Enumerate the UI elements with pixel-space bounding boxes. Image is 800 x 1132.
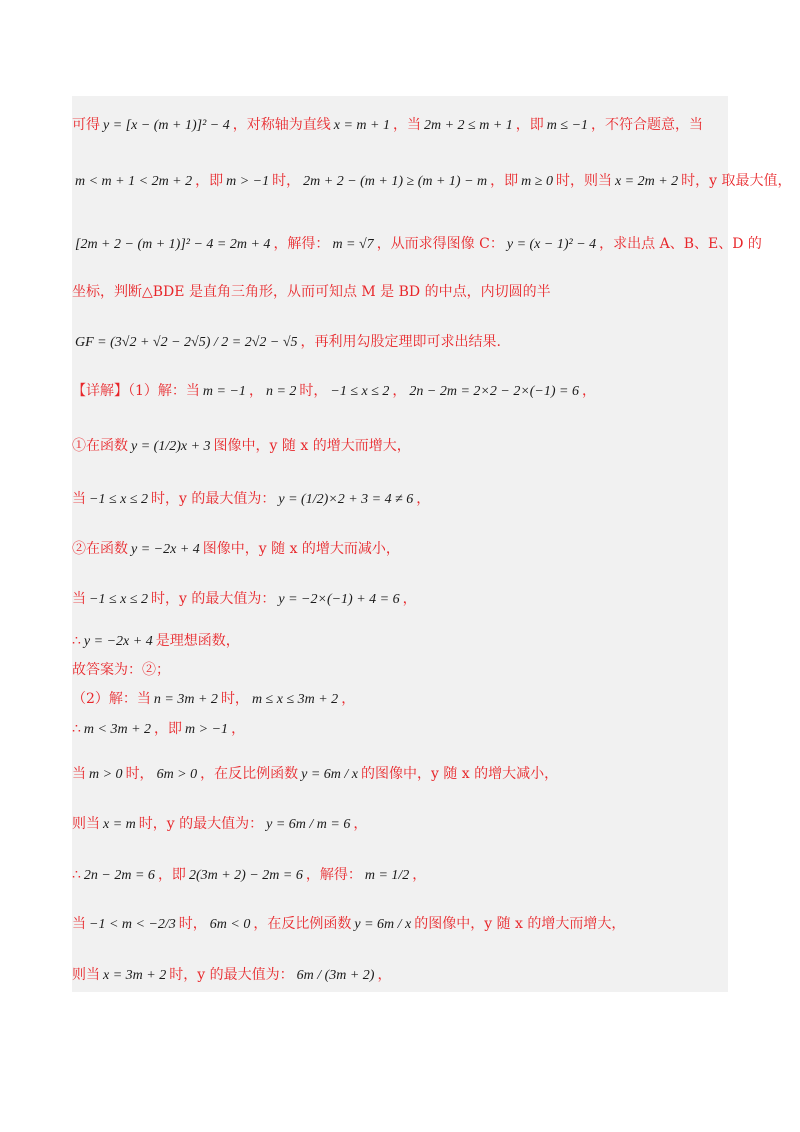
text-run: ∴: [72, 867, 81, 883]
text-run: 时，则当: [555, 173, 612, 189]
math-expression: 6m > 0: [156, 767, 198, 782]
text-run: ，: [231, 721, 246, 737]
text-line: [72, 382, 596, 401]
text-line: [72, 490, 430, 509]
text-run: ，解得：: [273, 236, 330, 252]
text-run: ，即: [515, 117, 544, 133]
math-expression: m ≥ 0: [521, 174, 553, 189]
text-run: 时，: [220, 691, 249, 707]
text-run: 的图像中，y 随 x 的增大而增大，: [414, 916, 626, 932]
math-expression: 2m + 2 − (m + 1) ≥ (m + 1) − m: [303, 174, 488, 189]
math-expression: x = 2m + 2: [614, 174, 679, 189]
text-run: 可得: [72, 117, 100, 133]
math-expression: m > −1: [226, 174, 270, 189]
text-run: ∴: [72, 721, 81, 737]
text-run: （2）解：当: [72, 691, 151, 707]
text-run: ，: [416, 491, 431, 507]
text-line: [72, 437, 411, 456]
math-expression: −1 < m < −2/3: [89, 917, 176, 932]
text-run: 时，y 取最大值，: [681, 173, 792, 189]
math-expression: −1 ≤ x ≤ 2: [89, 492, 149, 507]
text-run: 时，: [125, 766, 154, 782]
text-line: [72, 966, 391, 985]
math-expression: −1 ≤ x ≤ 2: [330, 384, 390, 399]
math-expression: 2n − 2m = 6: [83, 868, 155, 883]
math-expression: m = −1: [202, 384, 246, 399]
text-run: ，: [392, 383, 407, 399]
text-line: [72, 661, 170, 679]
math-expression: y = (1/2)×2 + 3 = 4 ≠ 6: [278, 492, 414, 507]
text-run: 的图像中，y 随 x 的增大减小，: [361, 766, 559, 782]
text-run: ，解得：: [305, 867, 362, 883]
math-expression: m > −1: [185, 722, 229, 737]
text-line: [72, 172, 792, 191]
text-run: ，: [402, 591, 417, 607]
text-line: [72, 116, 703, 135]
math-expression: m ≤ −1: [546, 118, 589, 133]
text-run: ，求出点 A、B、E、D 的: [599, 236, 762, 252]
math-expression: y = (1/2)x + 3: [131, 439, 211, 454]
math-expression: y = [x − (m + 1)]² − 4: [103, 118, 230, 133]
text-run: 则当: [72, 967, 100, 983]
math-expression: y = −2x + 4: [83, 634, 153, 649]
text-run: 【详解】（1）解：当: [72, 383, 200, 399]
math-expression: m = 1/2: [364, 868, 410, 883]
text-run: 是理想函数，: [155, 633, 240, 649]
text-run: 时，y 的最大值为：: [151, 491, 276, 507]
text-line: [72, 866, 426, 885]
text-line: [72, 720, 245, 739]
text-run: ，: [582, 383, 596, 399]
math-expression: 2m + 2 ≤ m + 1: [423, 118, 513, 133]
text-run: ②在函数: [72, 541, 128, 557]
text-run: ，即: [157, 867, 186, 883]
math-expression: x = 3m + 2: [103, 968, 167, 983]
math-expression: m = √7: [332, 237, 374, 252]
text-run: 当: [72, 591, 86, 607]
text-line: [72, 540, 400, 559]
text-run: 时，y 的最大值为：: [151, 591, 276, 607]
text-run: 时，: [299, 383, 328, 399]
text-run: 故答案为：②；: [72, 662, 170, 678]
math-expression: n = 3m + 2: [153, 692, 218, 707]
math-expression: −1 ≤ x ≤ 2: [89, 592, 149, 607]
text-run: ∴: [72, 633, 81, 649]
text-run: ，在反比例函数: [253, 916, 352, 932]
text-run: 则当: [72, 816, 100, 832]
math-expression: x = m: [103, 817, 136, 832]
math-expression: x = m + 1: [333, 118, 390, 133]
text-line: [72, 690, 355, 709]
math-expression: y = 6m / x: [301, 767, 358, 782]
text-run: 当: [72, 766, 86, 782]
math-expression: 2n − 2m = 2×2 − 2×(−1) = 6: [409, 384, 579, 399]
text-run: ①在函数: [72, 438, 128, 454]
text-run: 时，: [178, 916, 207, 932]
text-run: ，再利用勾股定理即可求出结果.: [300, 334, 501, 350]
text-run: ，从而求得图像 C：: [376, 236, 504, 252]
text-run: ，在反比例函数: [200, 766, 299, 782]
text-run: ，: [341, 691, 356, 707]
text-line: [72, 915, 625, 934]
text-line: [72, 235, 762, 254]
text-run: ，即: [154, 721, 183, 737]
math-expression: m > 0: [89, 767, 123, 782]
text-run: ，: [248, 383, 263, 399]
math-expression: 6m / (3m + 2): [296, 968, 375, 983]
math-expression: y = (x − 1)² − 4: [506, 237, 597, 252]
text-run: 当: [72, 916, 86, 932]
math-expression: m ≤ x ≤ 3m + 2: [251, 692, 339, 707]
text-run: ，: [412, 867, 427, 883]
math-expression: 6m < 0: [209, 917, 251, 932]
text-line: [72, 283, 551, 301]
text-run: ，不符合题意，当: [591, 117, 704, 133]
text-run: ，: [353, 816, 368, 832]
text-line: [72, 765, 558, 784]
text-run: 当: [72, 491, 86, 507]
math-expression: y = −2×(−1) + 4 = 6: [278, 592, 400, 607]
text-line: [72, 590, 417, 609]
text-run: ，对称轴为直线: [232, 117, 331, 133]
math-expression: n = 2: [265, 384, 297, 399]
text-run: ，即: [490, 173, 519, 189]
math-expression: y = 6m / x: [354, 917, 412, 932]
text-run: ，即: [195, 173, 224, 189]
text-run: 坐标，判断△BDE 是直角三角形，从而可知点 M 是 BD 的中点，内切圆的半: [72, 284, 551, 300]
text-line: [72, 815, 367, 834]
text-run: ，: [377, 967, 392, 983]
text-run: ，当: [392, 117, 421, 133]
math-expression: m < m + 1 < 2m + 2: [75, 174, 193, 189]
text-run: 时，y 的最大值为：: [138, 816, 264, 832]
text-run: 时，: [272, 173, 301, 189]
math-expression: 2(3m + 2) − 2m = 6: [188, 868, 303, 883]
math-expression: y = −2x + 4: [131, 542, 200, 557]
math-expression: m < 3m + 2: [83, 722, 152, 737]
text-run: 时，y 的最大值为：: [169, 967, 294, 983]
text-run: 图像中，y 随 x 的增大而减小，: [202, 541, 400, 557]
math-expression: GF = (3√2 + √2 − 2√5) / 2 = 2√2 − √5: [75, 335, 298, 350]
math-expression: y = 6m / m = 6: [266, 817, 351, 832]
math-expression: [2m + 2 − (m + 1)]² − 4 = 2m + 4: [75, 237, 271, 252]
text-run: 图像中，y 随 x 的增大而增大，: [213, 438, 411, 454]
text-line: [72, 333, 501, 352]
text-line: [72, 632, 240, 651]
